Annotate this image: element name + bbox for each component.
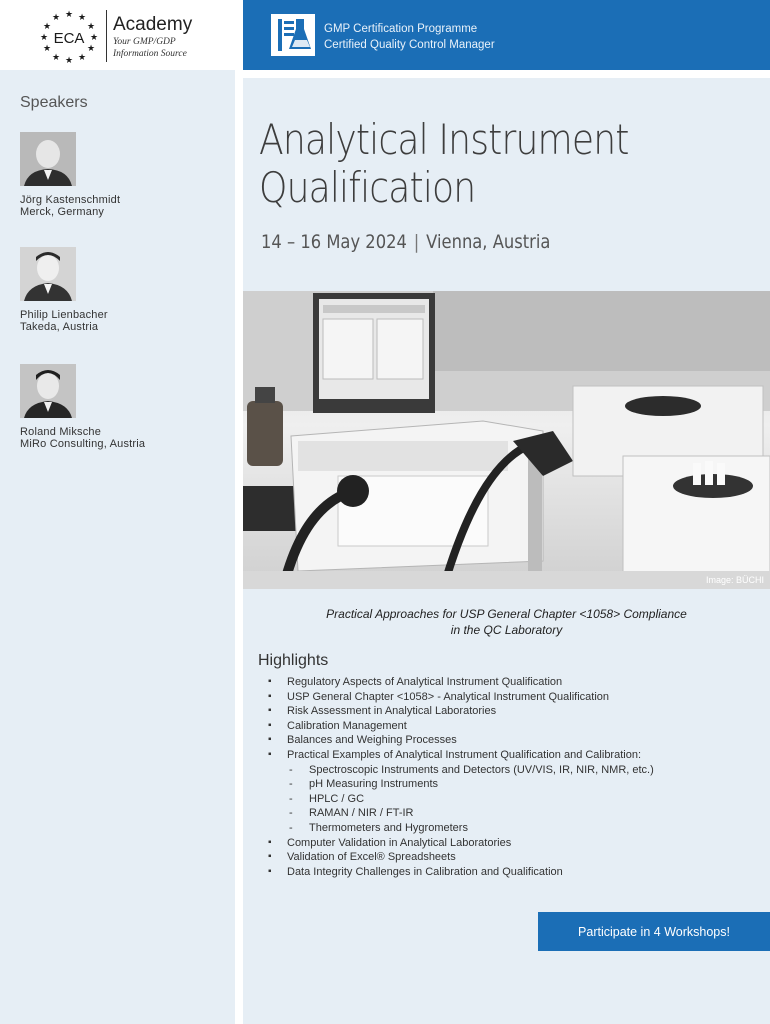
list-item: ▪ Validation of Excel® Spreadsheets [268,850,768,865]
eca-academy-logo[interactable] [0,0,235,70]
list-item: ▪ Calibration Management [268,719,768,734]
speaker-name: Jörg Kastenschmidt [20,194,121,206]
lab-instruments-image-icon [243,291,770,589]
svg-text:★: ★ [42,22,52,32]
event-date: 14 – 16 May 2024 [261,231,407,253]
eca-logo-text: ECA [53,30,85,47]
speaker-photo [20,132,76,186]
event-title-line2: Qualification [259,163,476,212]
speaker-card [20,364,145,450]
highlights-list [268,675,768,879]
list-subitem: - RAMAN / NIR / FT-IR [268,806,768,821]
eca-stars-logo-icon [38,8,100,64]
left-column [0,0,235,1024]
list-subitem: - HPLC / GC [268,792,768,807]
speaker-org: Takeda, Austria [20,321,99,333]
svg-text:★: ★ [51,53,61,63]
event-location: Vienna, Austria [426,231,551,253]
event-title [259,116,689,212]
main-panel [243,78,770,1024]
event-subtitle [243,606,770,638]
list-subitem: - Spectroscopic Instruments and Detectors (UV/VIS, IR, NIR, NMR, etc.) [268,763,768,778]
speaker-photo [20,247,76,301]
logo-academy-text: Academy [113,14,193,35]
svg-text:★: ★ [77,13,87,23]
speaker-portrait-icon [20,132,76,186]
event-date-location [261,231,550,253]
event-title-line1: Analytical Instrument [259,115,629,164]
svg-text:★: ★ [51,13,61,23]
list-item: ▪ USP General Chapter <1058> - Analytical Instrument Qualification [268,690,768,705]
logo-tagline [113,36,187,60]
speaker-portrait-icon [20,247,76,301]
svg-text:★: ★ [64,56,74,64]
flask-icon [271,14,315,56]
list-item: ▪ Computer Validation in Analytical Laboratories [268,836,768,851]
event-subtitle-line2: in the QC Laboratory [450,623,563,637]
speaker-card [20,247,108,333]
list-item: ▪ Risk Assessment in Analytical Laboratories [268,704,768,719]
svg-text:★: ★ [86,22,96,32]
highlights-heading: Highlights [258,652,329,669]
svg-text:★: ★ [86,44,96,54]
logo-divider [106,10,107,62]
speaker-name: Roland Miksche [20,426,102,438]
list-subitem: - pH Measuring Instruments [268,777,768,792]
hero-image [243,291,770,589]
svg-text:★: ★ [39,33,49,43]
svg-text:★: ★ [64,10,74,20]
list-item: ▪ Balances and Weighing Processes [268,733,768,748]
list-item: ▪ Regulatory Aspects of Analytical Instrument Qualification [268,675,768,690]
list-item: ▪ Data Integrity Challenges in Calibration and Qualification [268,865,768,880]
speaker-portrait-icon [20,364,76,418]
date-separator: | [413,231,420,253]
speaker-name: Philip Lienbacher [20,309,108,321]
svg-text:★: ★ [42,44,52,54]
list-item: ▪ Practical Examples of Analytical Instrument Qualification and Calibration: [268,748,768,763]
event-subtitle-line1: Practical Approaches for USP General Chapter <1058> Compliance [326,607,687,621]
speakers-heading: Speakers [20,94,88,111]
logo-tagline-line2: Information Source [113,49,187,59]
list-subitem: - Thermometers and Hygrometers [268,821,768,836]
svg-text:★: ★ [89,33,99,43]
programme-subtitle: Certified Quality Control Manager [324,39,495,51]
speaker-card [20,132,120,218]
speaker-org: MiRo Consulting, Austria [20,438,146,450]
image-credit: Image: BÜCHI [705,575,764,585]
participate-workshops-button[interactable]: Participate in 4 Workshops! [538,912,770,951]
logo-tagline-line1: Your GMP/GDP [113,37,176,47]
programme-badge [271,14,315,56]
svg-text:★: ★ [77,53,87,63]
speaker-org: Merck, Germany [20,206,105,218]
programme-header [243,0,770,70]
speaker-photo [20,364,76,418]
programme-title: GMP Certification Programme [324,23,478,35]
